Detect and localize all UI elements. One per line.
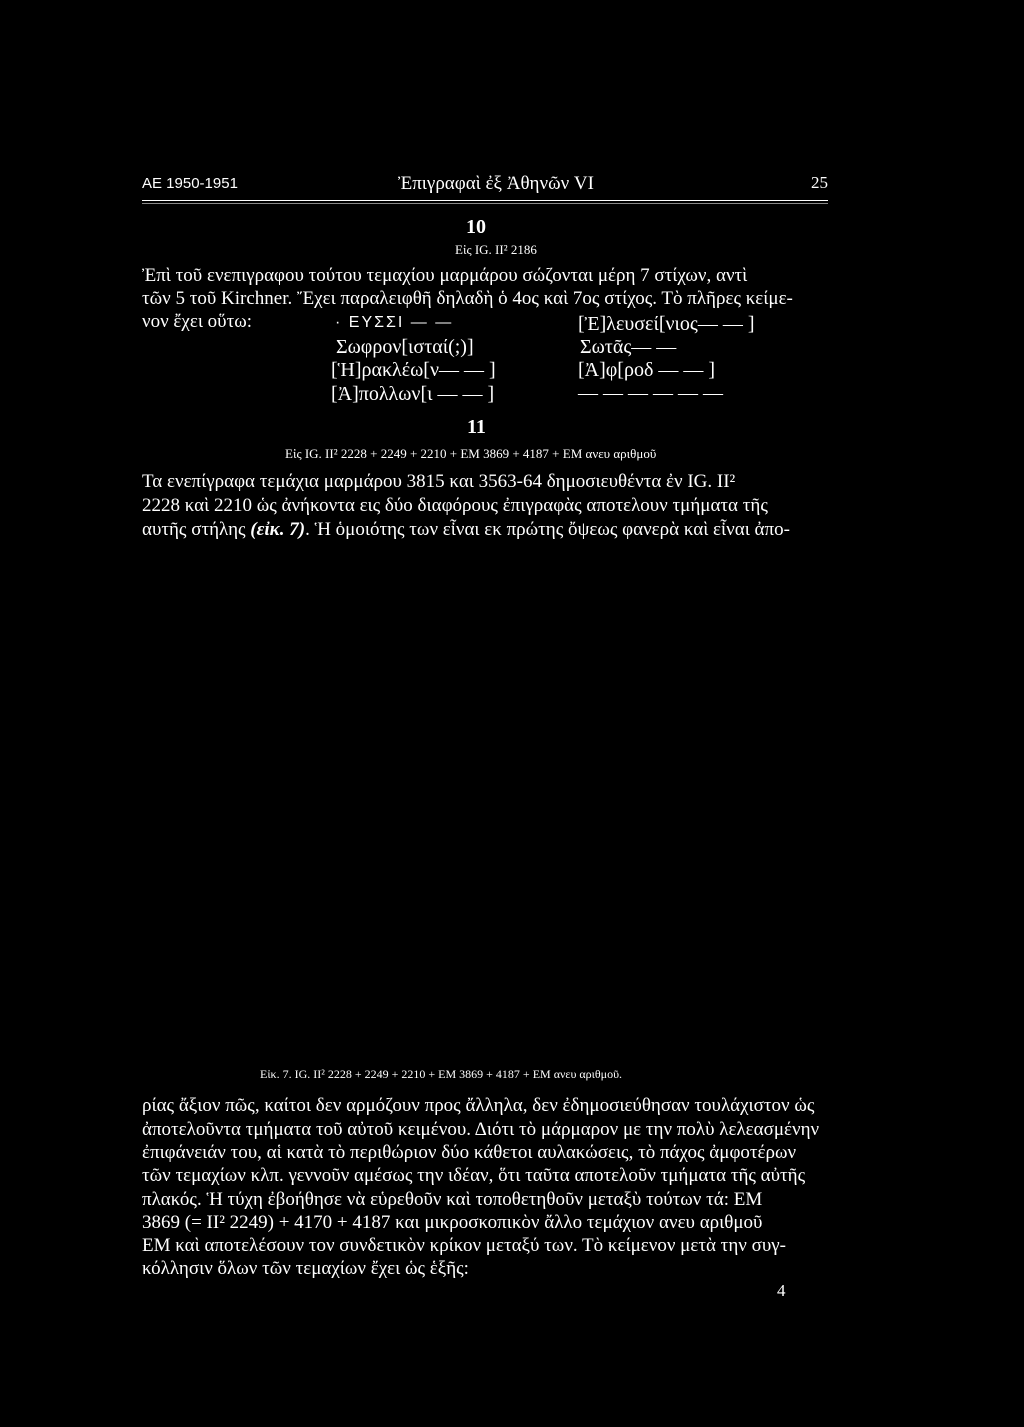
section-11-para-line [142, 519, 790, 541]
section-10-para-line: Ἐπὶ τοῦ ενεπιγραφου τούτου τεμαχίου μαρμάρου σώζονται μέρη 7 στίχων, αντὶ [142, 265, 748, 286]
inscription-line: Σωφρον[ισταί(;)] [336, 336, 474, 358]
section-number-10: 10 [466, 216, 486, 238]
section-11-para-line: Τα ενεπίγραφα τεμάχια μαρμάρου 3815 και 3563-64 δημοσιευθέντα ἐν IG. II² [142, 471, 736, 492]
running-title: Ἐπιγραφαὶ ἐξ Ἀθηνῶν VI [398, 173, 594, 194]
section-11-reference: Εἰς IG. II² 2228 + 2249 + 2210 + EM 3869 + 4187 + EM ανευ αριθμοῦ [285, 446, 657, 461]
line-number-marker: 4 [777, 1281, 786, 1300]
body-line: τῶν τεμαχίων κλπ. γεννοῦν αμέσως την ιδέαν, ὅτι ταῦτα αποτελοῦν τμήματα τῆς αὐτῆς [142, 1165, 806, 1186]
body-line: EM καὶ αποτελέσουν τον συνδετικὸν κρίκον μεταξύ των. Τὸ κείμενον μετὰ την συγ- [142, 1235, 786, 1256]
header-rule [142, 200, 828, 201]
inscription-line: Σωτᾶς— — [580, 336, 677, 358]
body-line: ἐπιφάνειάν του, αἱ κατὰ τὸ περιθώριον δύο κάθετοι αυλακώσεις, τὸ πάχος ἀμφοτέρων [142, 1142, 797, 1163]
figure-image [142, 550, 828, 1050]
inscription-line: — — — — — — [578, 382, 723, 404]
body-line: ἀποτελοῦντα τμήματα τοῦ αὐτοῦ κειμένου. Διότι τὸ μάρμαρον με την πολὺ λελεασμένην [142, 1119, 820, 1140]
figure-caption: Εἰκ. 7. IG. II² 2228 + 2249 + 2210 + EM 3869 + 4187 + EM ανευ αριθμοῦ. [260, 1067, 623, 1081]
inscription-line: [Ἀ]πολλων[ι — — ] [331, 383, 495, 405]
body-line: κόλλησιν ὅλων τῶν τεμαχίων ἔχει ὡς ἑξῆς: [142, 1258, 469, 1279]
section-10-para-line: νον ἔχει οὕτω: [142, 311, 253, 332]
para-text: . Ἡ ὁμοιότης των εἶναι εκ πρώτης ὄψεως φανερὰ καὶ εἶναι ἀπο- [305, 519, 790, 540]
page-number: 25 [811, 173, 828, 192]
running-header [142, 175, 828, 199]
inscription-line: [Ἀ]φ[ροδ — — ] [578, 359, 716, 381]
body-line: ρίας ἄξιον πῶς, καίτοι δεν αρμόζουν προς ἄλληλα, δεν ἐδημοσιεύθησαν τουλάχιστον ὡς [142, 1095, 815, 1116]
journal-ref: ΑΕ 1950-1951 [142, 175, 238, 192]
figure-reference: (εἰκ. 7) [250, 519, 306, 540]
header-rule-secondary [142, 203, 828, 204]
body-line: 3869 (= II² 2249) + 4170 + 4187 και μικροσκοπικὸν ἄλλο τεμάχιον ανευ αριθμοῦ [142, 1212, 763, 1233]
section-11-para-line: 2228 καὶ 2210 ὡς ἀνήκοντα εις δύο διαφόρους ἐπιγραφὰς αποτελουν τμήματα τῆς [142, 495, 768, 516]
inscription-line: [Ἐ]λευσεί[νιος— — ] [578, 313, 755, 335]
inscription-line: [Ἡ]ρακλέω[ν— — ] [331, 359, 496, 381]
section-10-reference: Εἰς IG. II² 2186 [455, 242, 537, 257]
para-text: αυτῆς στήλης [142, 519, 251, 540]
body-line: πλακός. Ἡ τύχη ἐβοήθησε νὰ εὑρεθοῦν καὶ τοποθετηθοῦν μεταξὺ τούτων τά: EM [142, 1189, 763, 1210]
section-10-para-line: τῶν 5 τοῦ Kirchner. Ἔχει παραλειφθῆ δηλαδὴ ὁ 4ος καὶ 7ος στίχος. Τὸ πλῆρες κείμε- [142, 288, 793, 309]
inscription-line: · ΕΥΣΣΙ — — [335, 314, 454, 331]
section-number-11: 11 [467, 416, 486, 438]
